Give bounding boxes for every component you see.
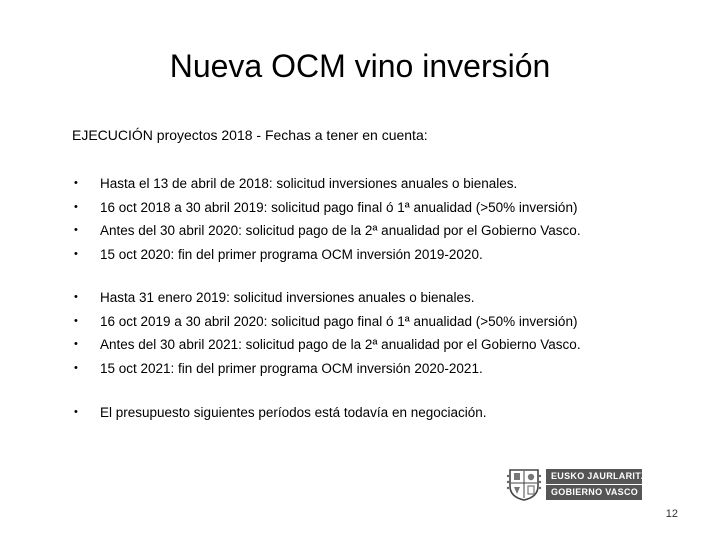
- bullet-icon: •: [74, 224, 78, 236]
- list-item-text: Antes del 30 abril 2020: solicitud pago de la 2ª anualidad por el Gobierno Vasco.: [100, 223, 581, 238]
- list-item: [72, 219, 581, 243]
- bullet-group-budget: [72, 401, 487, 425]
- list-item-text: 16 oct 2019 a 30 abril 2020: solicitud pago final ó 1ª anualidad (>50% inversión): [100, 313, 578, 329]
- list-item-text: 15 oct 2021: fin del primer programa OCM inversión 2020-2021.: [100, 360, 483, 376]
- bullet-icon: •: [74, 338, 78, 350]
- logo-text-basque: EUSKO JAURLARITZA: [546, 469, 642, 484]
- bullet-icon: •: [74, 177, 78, 189]
- slide-subtitle: EJECUCIÓN proyectos 2018 - Fechas a tener en cuenta:: [72, 127, 428, 143]
- bullet-group-2018: [72, 172, 581, 266]
- bullet-group-2019: [72, 286, 581, 380]
- logo-text-spanish: GOBIERNO VASCO: [546, 485, 642, 500]
- list-item: [72, 286, 581, 310]
- list-item: [72, 172, 581, 196]
- page-number: 12: [665, 508, 678, 520]
- list-item-text: 16 oct 2018 a 30 abril 2019: solicitud pago final ó 1ª anualidad (>50% inversión): [100, 199, 578, 215]
- list-item: [72, 243, 581, 267]
- list-item: [72, 333, 581, 357]
- basque-government-seal-icon: [506, 466, 542, 502]
- bullet-icon: •: [74, 291, 78, 303]
- gobierno-vasco-logo: [506, 466, 654, 502]
- bullet-icon: •: [74, 314, 78, 327]
- list-item-text: Antes del 30 abril 2021: solicitud pago de la 2ª anualidad por el Gobierno Vasco.: [100, 337, 581, 352]
- list-item-text: Hasta el 13 de abril de 2018: solicitud inversiones anuales o bienales.: [100, 176, 518, 191]
- list-item: [72, 196, 581, 220]
- list-item: [72, 401, 487, 425]
- list-item-text: El presupuesto siguientes períodos está todavía en negociación.: [100, 405, 487, 420]
- list-item: [72, 357, 581, 381]
- list-item-text: Hasta 31 enero 2019: solicitud inversiones anuales o bienales.: [100, 290, 475, 305]
- slide-title: Nueva OCM vino inversión: [169, 48, 551, 84]
- bullet-icon: •: [74, 200, 78, 213]
- bullet-icon: •: [74, 361, 78, 374]
- list-item-text: 15 oct 2020: fin del primer programa OCM inversión 2019-2020.: [100, 246, 483, 262]
- list-item: [72, 310, 581, 334]
- bullet-icon: •: [74, 247, 78, 260]
- bullet-icon: •: [74, 406, 78, 418]
